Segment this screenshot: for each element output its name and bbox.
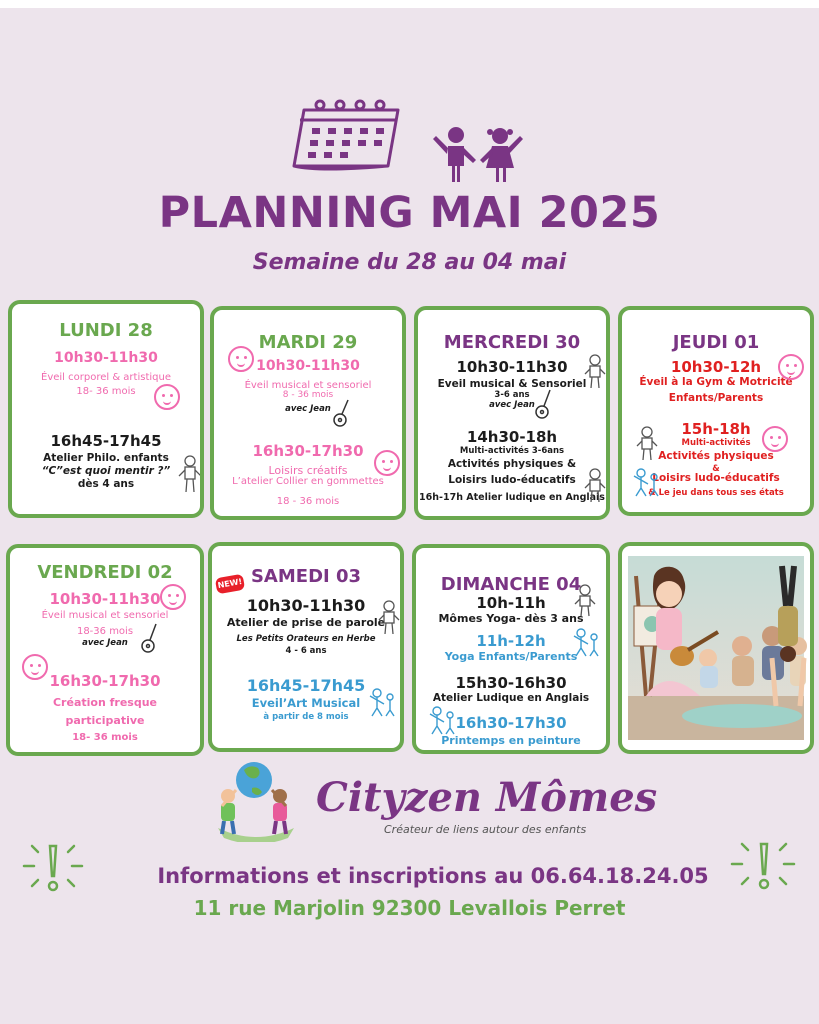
session-time: 10h30-11h30 xyxy=(256,358,360,374)
session-title: Eveil musical & Sensoriel xyxy=(437,378,587,390)
new-badge: NEW! xyxy=(215,574,245,595)
kid-doodle-icon xyxy=(574,584,596,618)
session-title: Éveil musical et sensoriel xyxy=(41,610,169,621)
day-title: LUNDI 28 xyxy=(59,320,153,341)
session-age: 18-36 mois xyxy=(76,626,134,637)
guitar-icon xyxy=(140,622,162,654)
session-time: 16h45-17h45 xyxy=(246,676,366,695)
day-title: MARDI 29 xyxy=(258,332,358,353)
session-title: Printemps en peinture xyxy=(441,734,581,747)
session-age: dès 4 ans xyxy=(77,478,135,490)
session-title: Atelier Ludique en Anglais xyxy=(432,692,590,704)
session-age: 18 - 36 mois xyxy=(276,496,340,507)
session-time: 10h-11h xyxy=(476,594,546,612)
kid-doodle-icon xyxy=(572,628,602,658)
kid-doodle-icon xyxy=(632,468,662,498)
day-card-thursday xyxy=(618,306,814,516)
session-title: Yoga Enfants/Parents xyxy=(444,650,578,663)
session-subtitle: Les Petits Orateurs en Herbe xyxy=(236,634,376,644)
session-host: avec Jean xyxy=(285,404,331,414)
session-time: 10h30-11h30 xyxy=(456,358,568,376)
session-detail: Activités physiques xyxy=(658,450,774,462)
day-title: SAMEDI 03 xyxy=(250,566,362,587)
session-title: Création fresque xyxy=(52,696,157,709)
day-title: JEUDI 01 xyxy=(672,332,760,353)
session-time: 15h30-16h30 xyxy=(455,674,567,692)
session-host: avec Jean xyxy=(82,638,128,648)
address: 11 rue Marjolin 92300 Levallois Perret xyxy=(193,896,626,920)
session-time: 14h30-18h xyxy=(466,428,558,446)
guitar-icon xyxy=(534,388,556,420)
session-subtitle: L’atelier Collier en gommettes xyxy=(232,476,384,487)
poster xyxy=(0,8,819,1024)
baby-face-icon xyxy=(154,384,180,410)
children-music-yoga-illustration xyxy=(622,546,810,750)
session-extra: 16h-17h Atelier ludique en Anglais xyxy=(419,492,605,503)
session-time: 15h-18h xyxy=(681,420,751,438)
session-title: Loisirs créatifs xyxy=(268,464,348,477)
session-time: 10h30-11h30 xyxy=(49,590,161,608)
session-title: participative xyxy=(65,714,145,727)
session-title: Éveil musical et sensoriel xyxy=(244,380,372,391)
session-audience: Enfants/Parents xyxy=(668,392,764,404)
session-title: Atelier Philo. enfants xyxy=(43,452,169,464)
baby-face-icon xyxy=(160,584,186,610)
contact-info: Informations et inscriptions au 06.64.18.24.05 xyxy=(157,864,709,888)
session-detail: Loisirs ludo-éducatifs xyxy=(652,472,780,484)
session-title: Eveil’Art Musical xyxy=(251,696,361,710)
day-title: DIMANCHE 04 xyxy=(440,574,582,595)
page-title: PLANNING MAI 2025 xyxy=(158,188,661,238)
session-time: 16h30-17h30 xyxy=(49,672,161,690)
session-extra: & Le jeu dans tous ses états xyxy=(648,488,784,498)
children-icon xyxy=(432,126,524,186)
session-detail: & xyxy=(712,464,720,474)
session-time: 16h30-17h30 xyxy=(455,714,567,732)
kid-doodle-icon xyxy=(368,688,398,718)
session-age: 18- 36 mois xyxy=(72,732,138,743)
session-time: 10h30-12h xyxy=(670,358,762,376)
day-card-tuesday xyxy=(210,306,406,520)
baby-face-icon xyxy=(778,354,804,380)
session-title: Atelier de prise de parole xyxy=(226,616,386,629)
baby-face-icon xyxy=(762,426,788,452)
day-card-wednesday xyxy=(414,306,610,520)
session-time: 10h30-11h30 xyxy=(246,596,366,615)
brand-name: Cityzen Mômes xyxy=(316,774,658,821)
session-detail: Activités physiques & xyxy=(447,458,577,470)
session-age: 3-6 ans xyxy=(494,390,530,400)
session-title: Mômes Yoga- dès 3 ans xyxy=(438,612,584,625)
day-card-monday xyxy=(8,300,204,518)
session-title: Éveil à la Gym & Motricité xyxy=(639,376,793,388)
session-title: Multi-activités xyxy=(681,438,751,448)
baby-face-icon xyxy=(374,450,400,476)
brand-tagline: Créateur de liens autour des enfants xyxy=(384,823,587,836)
baby-face-icon xyxy=(228,346,254,372)
kid-doodle-icon xyxy=(636,426,658,462)
session-time: 16h45-17h45 xyxy=(50,432,162,450)
session-detail: Loisirs ludo-éducatifs xyxy=(448,474,576,486)
kid-doodle-icon xyxy=(584,354,606,390)
day-card-friday xyxy=(6,544,204,756)
day-card-sunday xyxy=(412,544,610,754)
session-title: Éveil corporel & artistique xyxy=(41,372,171,383)
kid-doodle-icon xyxy=(584,468,606,504)
session-time: 10h30-11h30 xyxy=(54,350,158,366)
session-title: Multi-activités 3-6ans xyxy=(459,446,565,456)
session-age: 8 - 36 mois xyxy=(282,390,334,400)
kid-doodle-icon xyxy=(178,454,202,494)
illustration-card xyxy=(618,542,814,754)
globe-kids-logo xyxy=(208,758,304,842)
session-age: 4 - 6 ans xyxy=(285,646,327,656)
session-time: 11h-12h xyxy=(476,632,546,650)
day-title: VENDREDI 02 xyxy=(37,562,173,583)
session-age: 18- 36 mois xyxy=(76,386,136,397)
session-host: avec Jean xyxy=(489,400,535,410)
page-subtitle: Semaine du 28 au 04 mai xyxy=(252,250,567,275)
day-title: MERCREDI 30 xyxy=(443,332,581,353)
kid-doodle-icon xyxy=(378,600,400,636)
session-age: à partir de 8 mois xyxy=(263,712,349,722)
session-time: 16h30-17h30 xyxy=(252,442,364,460)
calendar-icon xyxy=(290,96,405,176)
guitar-icon xyxy=(332,398,354,428)
session-subtitle: “C”est quoi mentir ?” xyxy=(41,465,171,477)
